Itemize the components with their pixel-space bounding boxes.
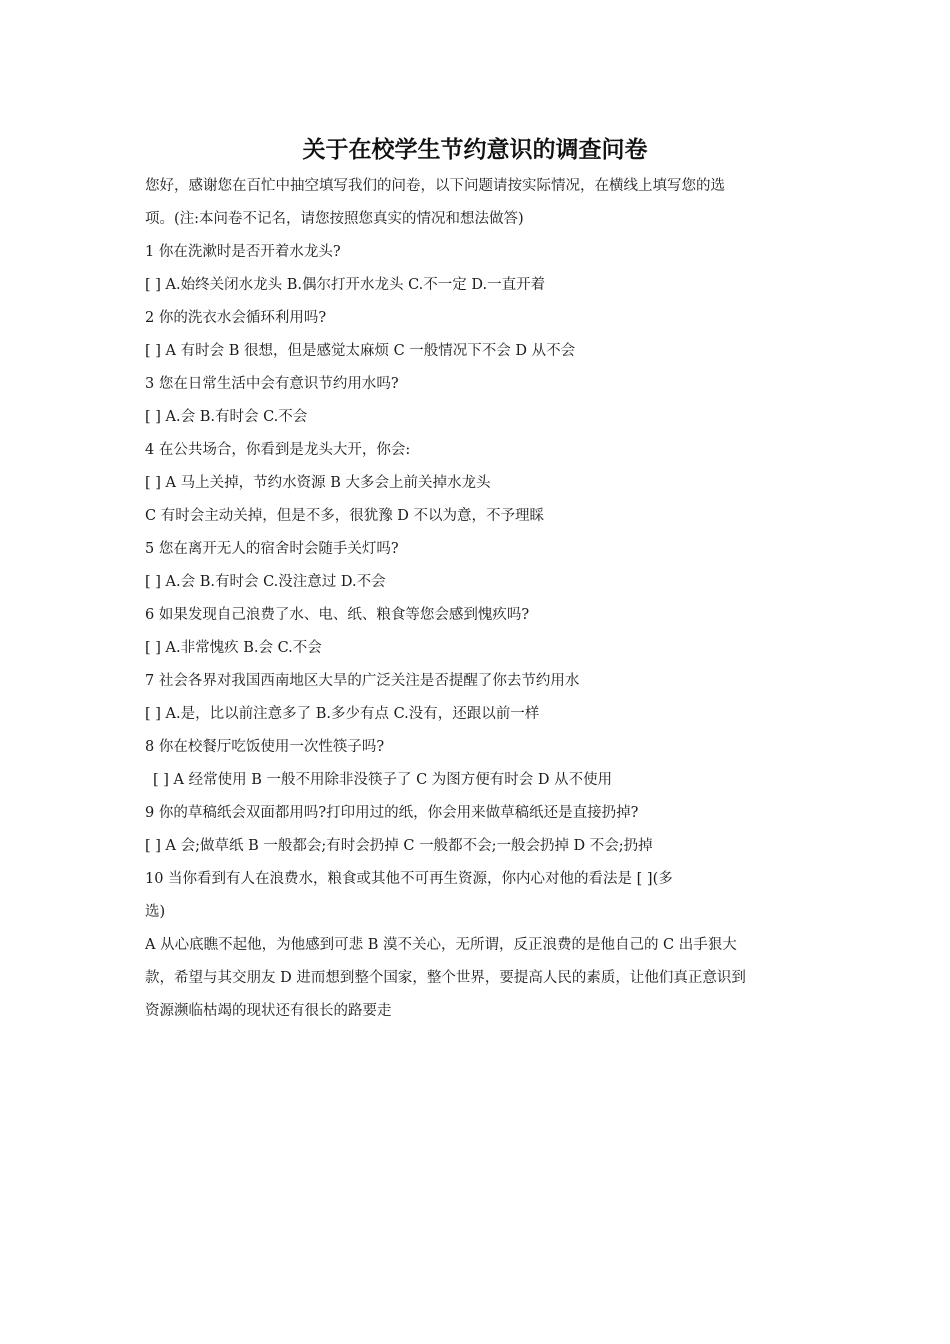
question-6: 6 如果发现自己浪费了水、电、纸、粮食等您会感到愧疚吗? [145, 607, 530, 623]
question-9-options: [ ] A 会;做草纸 B 一般都会;有时会扔掉 C 一般都不会;一般会扔掉 D 不会;扔掉 [145, 838, 653, 854]
question-4-options-1: [ ] A 马上关掉，节约水资源 B 大多会上前关掉水龙头 [145, 475, 491, 491]
question-3-options: [ ] A.会 B.有时会 C.不会 [145, 409, 308, 425]
question-9: 9 你的草稿纸会双面都用吗?打印用过的纸，你会用来做草稿纸还是直接扔掉? [145, 805, 639, 821]
questionnaire-body [145, 170, 810, 1028]
question-6-options: [ ] A.非常愧疚 B.会 C.不会 [145, 640, 322, 656]
question-7: 7 社会各界对我国西南地区大旱的广泛关注是否提醒了你去节约用水 [145, 673, 580, 689]
question-10-options-2: 款，希望与其交朋友 D 进而想到整个国家，整个世界，要提高人民的素质，让他们真正意识到 [145, 970, 746, 986]
question-1: 1 你在洗漱时是否开着水龙头? [145, 244, 341, 260]
question-5-options: [ ] A.会 B.有时会 C.没注意过 D.不会 [145, 574, 386, 590]
intro-line-2: 项。(注:本问卷不记名，请您按照您真实的情况和想法做答) [145, 211, 524, 227]
question-7-options: [ ] A.是，比以前注意多了 B.多少有点 C.没有，还跟以前一样 [145, 706, 540, 722]
question-4-options-2: C 有时会主动关掉，但是不多，很犹豫 D 不以为意，不予理睬 [145, 508, 545, 524]
question-3: 3 您在日常生活中会有意识节约用水吗? [145, 376, 399, 392]
question-2: 2 你的洗衣水会循环利用吗? [145, 310, 327, 326]
document-title: 关于在校学生节约意识的调查问卷 [302, 136, 648, 163]
intro-line-1: 您好，感谢您在百忙中抽空填写我们的问卷，以下问题请按实际情况，在横线上填写您的选 [145, 178, 725, 194]
question-1-options: [ ] A.始终关闭水龙头 B.偶尔打开水龙头 C.不一定 D.一直开着 [145, 277, 546, 293]
question-10-options-3: 资源濒临枯竭的现状还有很长的路要走 [145, 1003, 392, 1019]
question-8-options: [ ] A 经常使用 B 一般不用除非没筷子了 C 为图方便有时会 D 从不使用 [153, 772, 613, 788]
question-5: 5 您在离开无人的宿舍时会随手关灯吗? [145, 541, 399, 557]
question-2-options: [ ] A 有时会 B 很想，但是感觉太麻烦 C 一般情况下不会 D 从不会 [145, 343, 576, 359]
question-10-options-1: A 从心底瞧不起他，为他感到可悲 B 漠不关心，无所谓，反正浪费的是他自己的 C 出手狠大 [145, 937, 737, 953]
question-10-cont: 选) [145, 904, 166, 920]
question-8: 8 你在校餐厅吃饭使用一次性筷子吗? [145, 739, 385, 755]
question-10: 10 当你看到有人在浪费水，粮食或其他不可再生资源，你内心对他的看法是 [ ](多 [145, 871, 673, 887]
question-4: 4 在公共场合，你看到是龙头大开，你会: [145, 442, 411, 458]
